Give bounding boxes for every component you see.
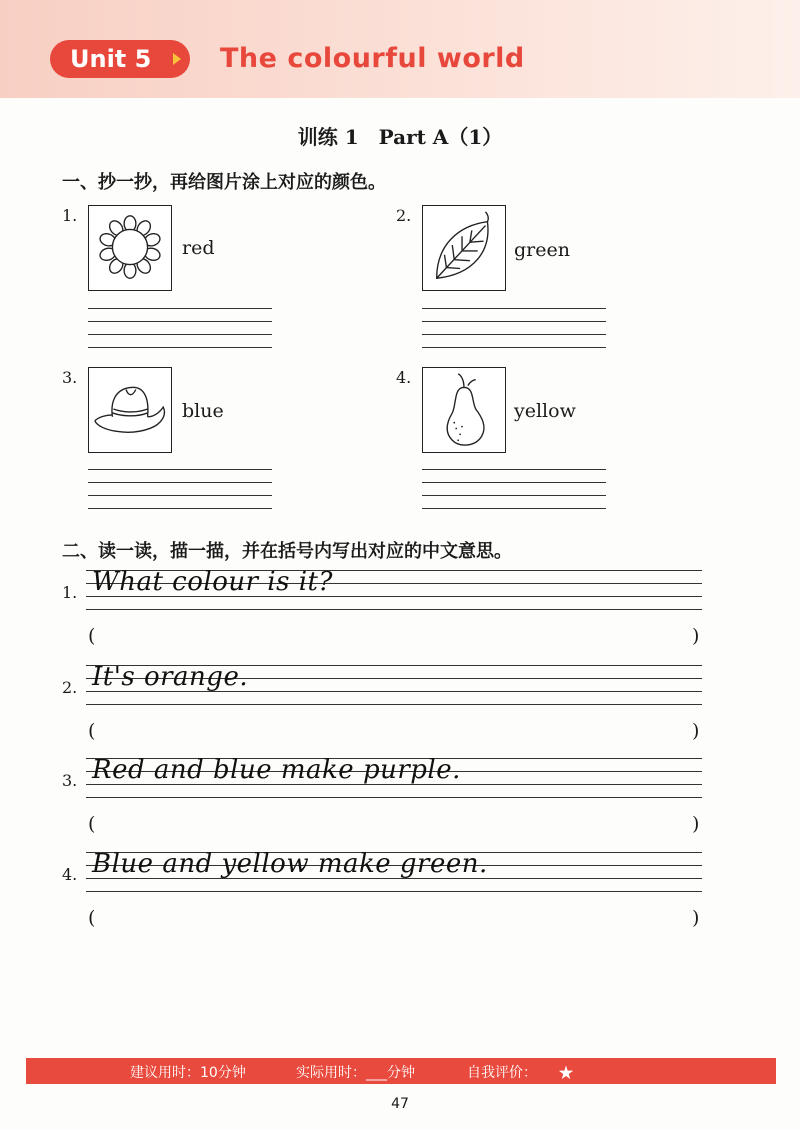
close-paren: ) xyxy=(692,720,700,742)
picture-box xyxy=(88,205,172,291)
item-number: 3. xyxy=(62,771,78,790)
tracing-lines[interactable] xyxy=(86,849,702,894)
open-paren: ( xyxy=(88,720,96,742)
copy-lines[interactable] xyxy=(88,308,272,352)
pear-icon xyxy=(423,368,505,452)
unit-label: Unit 5 xyxy=(70,45,152,73)
item-number: 4. xyxy=(396,368,412,387)
self-evaluation-label: 自我评价： xyxy=(467,1065,537,1081)
picture-box xyxy=(422,367,506,453)
close-paren: ) xyxy=(692,625,700,647)
color-word: red xyxy=(182,237,215,259)
unit-badge xyxy=(50,40,190,78)
item-number: 3. xyxy=(62,368,78,387)
unit-title: The colourful world xyxy=(220,43,525,74)
close-paren: ) xyxy=(692,813,700,835)
open-paren: ( xyxy=(88,907,96,929)
open-paren: ( xyxy=(88,813,96,835)
color-word: green xyxy=(514,239,570,261)
section2-heading: 二、读一读，描一描，并在括号内写出对应的中文意思。 xyxy=(62,541,512,562)
play-arrow-icon xyxy=(173,53,181,65)
color-word: yellow xyxy=(514,400,576,422)
tracing-lines[interactable] xyxy=(86,567,702,612)
hat-icon xyxy=(89,368,171,452)
picture-box xyxy=(422,205,506,291)
leaf-icon xyxy=(423,206,505,290)
item-number: 1. xyxy=(62,583,78,602)
close-paren: ) xyxy=(692,907,700,929)
tracing-sentence: What colour is it? xyxy=(92,567,333,597)
page-number: 47 xyxy=(391,1096,409,1112)
copy-lines[interactable] xyxy=(88,469,272,513)
copy-lines[interactable] xyxy=(422,469,606,513)
tracing-lines[interactable] xyxy=(86,662,702,707)
item-number: 4. xyxy=(62,865,78,884)
unit-header xyxy=(0,0,800,98)
picture-box xyxy=(88,367,172,453)
footer-bar xyxy=(26,1058,776,1084)
suggested-time: 建议用时：10分钟 xyxy=(130,1065,246,1081)
item-number: 2. xyxy=(396,206,412,225)
tracing-sentence: Red and blue make purple. xyxy=(92,755,461,785)
item-number: 1. xyxy=(62,206,78,225)
exercise-title: 训练 1 Part A（1） xyxy=(297,125,503,149)
star-icon[interactable] xyxy=(559,1066,573,1080)
item-number: 2. xyxy=(62,678,78,697)
open-paren: ( xyxy=(88,625,96,647)
copy-lines[interactable] xyxy=(422,308,606,352)
flower-icon xyxy=(89,206,171,290)
actual-time: 实际用时：___分钟 xyxy=(296,1065,415,1081)
tracing-sentence: Blue and yellow make green. xyxy=(92,849,488,879)
tracing-lines[interactable] xyxy=(86,755,702,800)
color-word: blue xyxy=(182,400,224,422)
section1-heading: 一、抄一抄，再给图片涂上对应的颜色。 xyxy=(62,172,386,193)
tracing-sentence: It's orange. xyxy=(92,662,249,692)
